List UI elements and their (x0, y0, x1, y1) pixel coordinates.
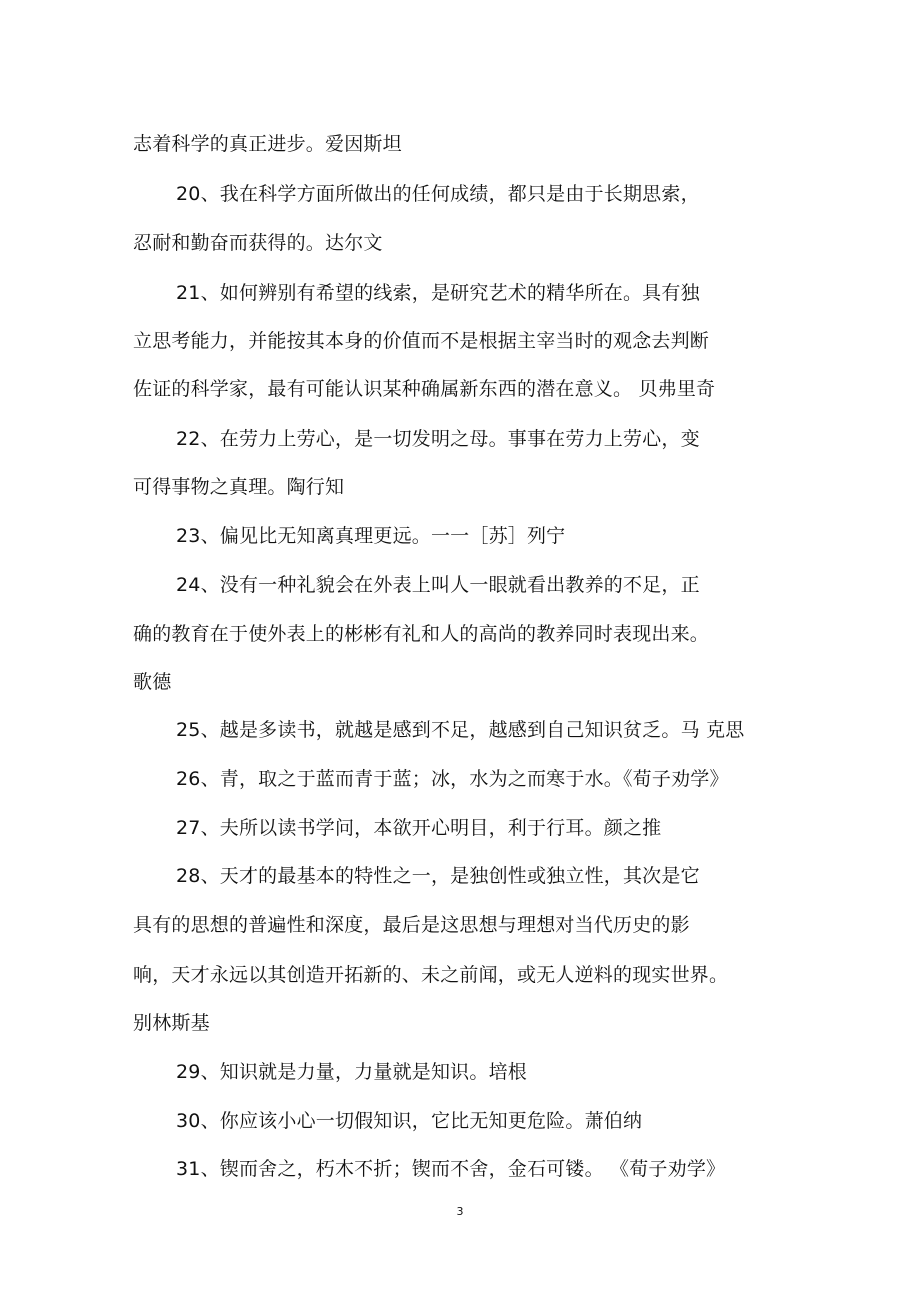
quote-29-line-1: 29、知识就是力量，力量就是知识。培根 (176, 1061, 527, 1083)
quote-26-line-1: 26、青，取之于蓝而青于蓝；冰，水为之而寒于水。《荀子劝学》 (176, 768, 729, 790)
quote-28-line-4: 别林斯基 (133, 1012, 210, 1034)
page-number: 3 (456, 1205, 464, 1218)
quote-21-line-3: 佐证的科学家，最有可能认识某种确属新东西的潜在意义。 贝弗里奇 (133, 378, 716, 400)
quote-22-line-1: 22、在劳力上劳心，是一切发明之母。事事在劳力上劳心，变 (176, 428, 700, 450)
quote-28-line-2: 具有的思想的普遍性和深度，最后是这思想与理想对当代历史的影 (133, 914, 690, 936)
quote-20-line-1: 20、我在科学方面所做出的任何成绩，都只是由于长期思索， (176, 183, 700, 205)
quote-28-line-1: 28、天才的最基本的特性之一，是独创性或独立性，其次是它 (176, 865, 700, 887)
text-line: 志着科学的真正进步。爱因斯坦 (133, 133, 402, 155)
quote-24-line-2: 确的教育在于使外表上的彬彬有礼和人的高尚的教养同时表现出来。 (133, 623, 710, 645)
quote-21-line-1: 21、如何辨别有希望的线索，是研究艺术的精华所在。具有独 (176, 282, 700, 304)
quote-28-line-3: 响，天才永远以其创造开拓新的、未之前闻，或无人逆料的现实世界。 (133, 964, 729, 986)
quote-23-line-1: 23、偏见比无知离真理更远。一一［苏］列宁 (176, 525, 566, 547)
quote-22-line-2: 可得事物之真理。陶行知 (133, 476, 345, 498)
quote-20-line-2: 忍耐和勤奋而获得的。达尔文 (133, 232, 383, 254)
quote-24-line-1: 24、没有一种礼貌会在外表上叫人一眼就看出教养的不足，正 (176, 574, 700, 596)
quote-30-line-1: 30、你应该小心一切假知识，它比无知更危险。萧伯纳 (176, 1110, 643, 1132)
quote-21-line-2: 立思考能力，并能按其本身的价值而不是根据主宰当时的观念去判断 (133, 330, 710, 352)
quote-27-line-1: 27、夫所以读书学问，本欲开心明目，利于行耳。颜之推 (176, 817, 662, 839)
quote-24-line-3: 歌德 (133, 671, 172, 693)
quote-31-line-1: 31、锲而舍之，朽木不折；锲而不舍，金石可镂。 《荀子劝学》 (176, 1158, 726, 1180)
quote-25-line-1: 25、越是多读书，就越是感到不足，越感到自己知识贫乏。马 克思 (176, 719, 745, 741)
